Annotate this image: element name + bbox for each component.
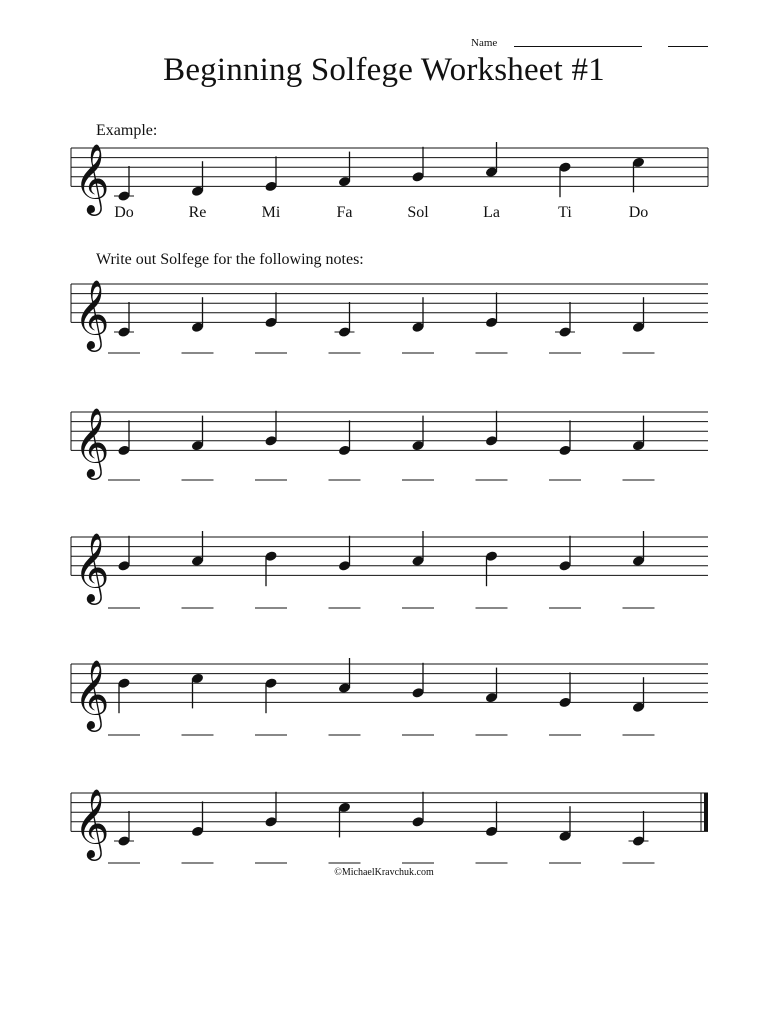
name-label: Name [471,37,498,49]
solfege-label: Do [628,204,649,221]
treble-clef-icon: 𝄞 [74,659,110,730]
treble-clef-icon: 𝄞 [74,143,110,214]
example-heading: Example: [96,122,158,139]
solfege-label: Re [188,204,207,221]
solfege-label: Do [114,204,134,221]
treble-clef-icon: 𝄞 [74,407,110,478]
solfege-label: Fa [336,204,353,221]
solfege-label: Mi [261,204,281,221]
treble-clef-icon: 𝄞 [74,279,110,350]
instructions-heading: Write out Solfege for the following notes: [96,251,364,268]
copyright-notice: ©MichaelKravchuk.com [334,867,434,878]
treble-clef-icon: 𝄞 [74,532,110,603]
final-barline-thick [704,793,708,831]
treble-clef-icon: 𝄞 [74,788,110,859]
page-title: Beginning Solfege Worksheet #1 [163,52,605,88]
solfege-label: Ti [558,204,572,221]
solfege-label: Sol [407,204,429,221]
solfege-label: La [483,204,500,221]
